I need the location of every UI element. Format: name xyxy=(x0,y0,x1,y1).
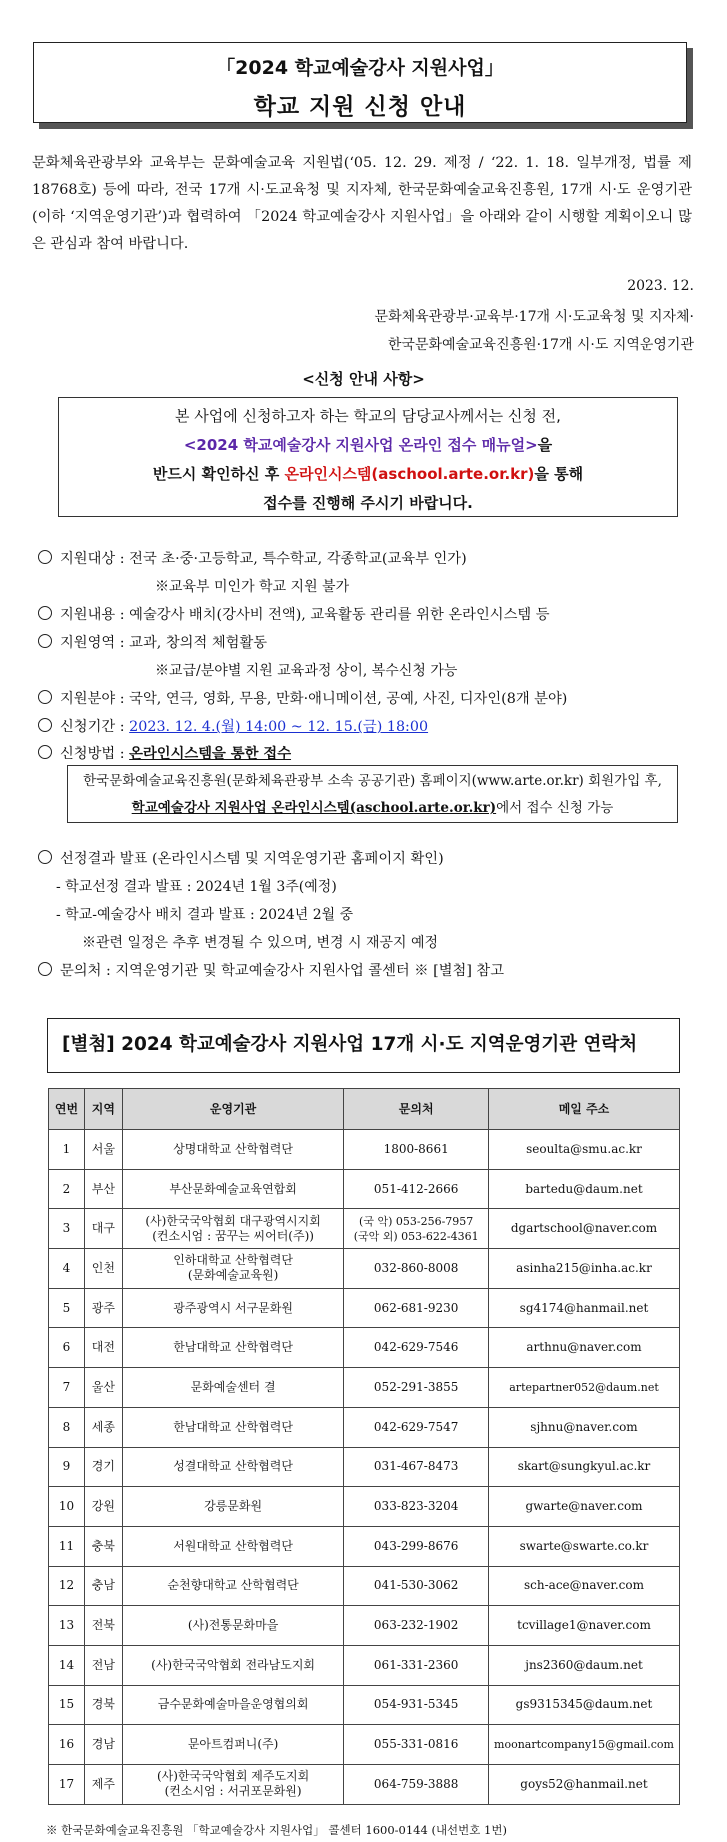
cell-email[interactable]: gs9315345@daum.net xyxy=(489,1685,680,1725)
col-header-phone: 문의처 xyxy=(344,1089,489,1130)
item-result xyxy=(38,848,444,868)
cell-phone: 031-467-8473 xyxy=(344,1447,489,1487)
circle-bullet-icon xyxy=(38,745,52,759)
cell-phone: 063-232-1902 xyxy=(344,1606,489,1646)
table-row xyxy=(49,1765,680,1805)
method-box-line1: 한국문화예술교육진흥원(문화체육관광부 소속 공공기관) 홈페이지(www.arte.or.kr) 회원가입 후, xyxy=(83,773,662,789)
method-system-link[interactable]: 학교예술강사 지원사업 온라인시스템(aschool.arte.or.kr) xyxy=(131,800,497,816)
cell-email[interactable]: gwarte@naver.com xyxy=(489,1487,680,1527)
table-row xyxy=(49,1566,680,1606)
notice-line3-pre: 반드시 확인하신 후 xyxy=(152,465,285,483)
table-row xyxy=(49,1447,680,1487)
cell-email[interactable]: sch-ace@naver.com xyxy=(489,1566,680,1606)
cell-region: 부산 xyxy=(84,1169,122,1209)
cell-region: 충북 xyxy=(84,1526,122,1566)
method-box-line2 xyxy=(68,795,677,822)
table-row xyxy=(49,1368,680,1408)
notice-line3 xyxy=(59,460,677,489)
document-title-line2: 학교 지원 신청 안내 xyxy=(253,94,467,120)
cell-no: 15 xyxy=(49,1685,85,1725)
table-header-row xyxy=(49,1089,680,1130)
cell-org: (사)한국국악협회 제주도지회 (컨소시엄 : 서귀포문화원) xyxy=(122,1765,343,1805)
cell-org: (사)한국국악협회 전라남도지회 xyxy=(122,1645,343,1685)
notice-line4: 접수를 진행해 주시기 바랍니다. xyxy=(263,494,473,512)
item-period-label: 신청기간 : xyxy=(60,719,130,735)
table-row xyxy=(49,1249,680,1289)
item-target xyxy=(38,548,467,568)
col-header-email: 메일 주소 xyxy=(489,1089,680,1130)
cell-no: 16 xyxy=(49,1725,85,1765)
cell-email[interactable]: dgartschool@naver.com xyxy=(489,1209,680,1249)
table-row xyxy=(49,1169,680,1209)
item-method-value: 온라인시스템을 통한 접수 xyxy=(129,746,292,762)
cell-no: 11 xyxy=(49,1526,85,1566)
cell-email[interactable]: bartedu@daum.net xyxy=(489,1169,680,1209)
issuer-line1: 문화체육관광부·교육부·17개 시·도교육청 및 지자체· xyxy=(374,309,694,325)
cell-no: 14 xyxy=(49,1645,85,1685)
cell-org: 부산문화예술교육연합회 xyxy=(122,1169,343,1209)
cell-phone: 062-681-9230 xyxy=(344,1288,489,1328)
cell-org: (사)한국국악협회 대구광역시지회 (컨소시엄 : 꿈꾸는 씨어터(주)) xyxy=(122,1209,343,1249)
cell-email[interactable]: moonartcompany15@gmail.com xyxy=(489,1725,680,1765)
circle-bullet-icon xyxy=(38,962,52,976)
table-row xyxy=(49,1526,680,1566)
table-row xyxy=(49,1288,680,1328)
cell-org: 한남대학교 산학협력단 xyxy=(122,1407,343,1447)
cell-phone: 054-931-5345 xyxy=(344,1685,489,1725)
item-method xyxy=(38,743,291,763)
cell-org: (사)전통문화마을 xyxy=(122,1606,343,1646)
table-row xyxy=(49,1209,680,1249)
cell-phone: 052-291-3855 xyxy=(344,1368,489,1408)
cell-phone: 061-331-2360 xyxy=(344,1645,489,1685)
cell-phone: 041-530-3062 xyxy=(344,1566,489,1606)
item-period xyxy=(38,716,428,736)
footnote: ※ 한국문화예술교육진흥원 「학교예술강사 지원사업」 콜센터 1600-0144 (내선번호 1번) xyxy=(46,1823,507,1837)
col-header-region: 지역 xyxy=(84,1089,122,1130)
table-row xyxy=(49,1606,680,1646)
cell-region: 울산 xyxy=(84,1368,122,1408)
cell-no: 4 xyxy=(49,1249,85,1289)
issuer-line2: 한국문화예술교육진흥원·17개 시·도 지역운영기관 xyxy=(387,337,694,353)
item-contact xyxy=(38,960,504,980)
table-row xyxy=(49,1328,680,1368)
cell-email[interactable]: jns2360@daum.net xyxy=(489,1645,680,1685)
method-box-line2-tail: 에서 접수 신청 가능 xyxy=(496,800,614,816)
cell-region: 경북 xyxy=(84,1685,122,1725)
notice-line2 xyxy=(59,431,677,460)
table-row xyxy=(49,1685,680,1725)
table-row xyxy=(49,1407,680,1447)
col-header-org: 운영기관 xyxy=(122,1089,343,1130)
item-area-text: 지원영역 : 교과, 창의적 체험활동 xyxy=(60,635,268,651)
cell-email[interactable]: arthnu@naver.com xyxy=(489,1328,680,1368)
cell-region: 광주 xyxy=(84,1288,122,1328)
item-target-note: ※교육부 미인가 학교 지원 불가 xyxy=(155,579,350,595)
circle-bullet-icon xyxy=(38,850,52,864)
cell-region: 서울 xyxy=(84,1130,122,1170)
cell-region: 경남 xyxy=(84,1725,122,1765)
cell-no: 3 xyxy=(49,1209,85,1249)
cell-email[interactable]: sg4174@hanmail.net xyxy=(489,1288,680,1328)
cell-phone: 055-331-0816 xyxy=(344,1725,489,1765)
cell-org: 강릉문화원 xyxy=(122,1487,343,1527)
item-field-text: 지원분야 : 국악, 연극, 영화, 무용, 만화·애니메이션, 공예, 사진, 디자인(8개 분야) xyxy=(60,691,568,707)
cell-email[interactable]: seoulta@smu.ac.kr xyxy=(489,1130,680,1170)
item-method-label: 신청방법 : xyxy=(60,746,130,762)
notice-line2-tail: 을 xyxy=(537,436,553,454)
contact-table xyxy=(48,1088,680,1805)
cell-no: 7 xyxy=(49,1368,85,1408)
circle-bullet-icon xyxy=(38,690,52,704)
cell-email[interactable]: asinha215@inha.ac.kr xyxy=(489,1249,680,1289)
cell-region: 대구 xyxy=(84,1209,122,1249)
cell-region: 전북 xyxy=(84,1606,122,1646)
circle-bullet-icon xyxy=(38,550,52,564)
item-result-note: ※관련 일정은 추후 변경될 수 있으며, 변경 시 재공지 예정 xyxy=(82,935,439,951)
circle-bullet-icon xyxy=(38,634,52,648)
cell-region: 인천 xyxy=(84,1249,122,1289)
cell-org: 한남대학교 산학협력단 xyxy=(122,1328,343,1368)
method-detail-box xyxy=(67,765,678,823)
cell-org: 서원대학교 산학협력단 xyxy=(122,1526,343,1566)
manual-link[interactable]: <2024 학교예술강사 지원사업 온라인 접수 매뉴얼> xyxy=(183,436,538,454)
item-period-value: 2023. 12. 4.(월) 14:00 ~ 12. 15.(금) 18:00 xyxy=(129,719,429,735)
cell-no: 13 xyxy=(49,1606,85,1646)
cell-phone: 1800-8661 xyxy=(344,1130,489,1170)
cell-email[interactable]: swarte@swarte.co.kr xyxy=(489,1526,680,1566)
cell-no: 9 xyxy=(49,1447,85,1487)
table-row xyxy=(49,1487,680,1527)
cell-phone: 042-629-7547 xyxy=(344,1407,489,1447)
cell-phone: 064-759-3888 xyxy=(344,1765,489,1805)
cell-org: 광주광역시 서구문화원 xyxy=(122,1288,343,1328)
item-field xyxy=(38,688,567,708)
cell-phone: 051-412-2666 xyxy=(344,1169,489,1209)
item-result-1: - 학교선정 결과 발표 : 2024년 1월 3주(예정) xyxy=(56,879,337,895)
appendix-title: [별첨] 2024 학교예술강사 지원사업 17개 시·도 지역운영기관 연락처 xyxy=(47,1018,680,1073)
cell-no: 10 xyxy=(49,1487,85,1527)
item-result-text: 선정결과 발표 (온라인시스템 및 지역운영기관 홈페이지 확인) xyxy=(60,851,444,867)
document-title-box xyxy=(33,42,687,123)
cell-email[interactable]: skart@sungkyul.ac.kr xyxy=(489,1447,680,1487)
cell-no: 8 xyxy=(49,1407,85,1447)
item-content-text: 지원내용 : 예술강사 배치(강사비 전액), 교육활동 관리를 위한 온라인시스템 등 xyxy=(60,607,550,623)
cell-email[interactable]: artepartner052@daum.net xyxy=(489,1368,680,1408)
notice-heading: <신청 안내 사항> xyxy=(302,370,425,388)
cell-no: 17 xyxy=(49,1765,85,1805)
cell-phone: (국 악) 053-256-7957 (국악 외) 053-622-4361 xyxy=(344,1209,489,1249)
item-result-2: - 학교-예술강사 배치 결과 발표 : 2024년 2월 중 xyxy=(56,907,354,923)
notice-line1: 본 사업에 신청하고자 하는 학교의 담당교사께서는 신청 전, xyxy=(175,407,561,425)
circle-bullet-icon xyxy=(38,718,52,732)
cell-email[interactable]: goys52@hanmail.net xyxy=(489,1765,680,1805)
col-header-no: 연번 xyxy=(49,1089,85,1130)
intro-paragraph: 문화체육관광부와 교육부는 문화예술교육 지원법(‘05. 12. 29. 제정 / ‘22. 1. 18. 일부개정, 법률 제18768호) 등에 따라, 전국 17개 시·도교육청 및 지자체, 한국문화예술교육진흥원, 17개 시·도 운영기관(이하 ‘지역운영기관’)과 협력하여 「2024 학교예술강사 지원사업」을 아래와 같이 시행할 계획이오니 많은 관심과 참여 바랍니다. xyxy=(32,155,692,252)
cell-phone: 032-860-8008 xyxy=(344,1249,489,1289)
document-title-line1: 「2024 학교예술강사 지원사업」 xyxy=(216,57,504,79)
cell-no: 1 xyxy=(49,1130,85,1170)
cell-no: 12 xyxy=(49,1566,85,1606)
cell-region: 강원 xyxy=(84,1487,122,1527)
cell-org: 순천향대학교 산학협력단 xyxy=(122,1566,343,1606)
cell-no: 6 xyxy=(49,1328,85,1368)
item-area xyxy=(38,632,267,652)
item-area-note: ※교급/분야별 지원 교육과정 상이, 복수신청 가능 xyxy=(155,663,458,679)
cell-region: 경기 xyxy=(84,1447,122,1487)
cell-org: 인하대학교 산학협력단 (문화예술교육원) xyxy=(122,1249,343,1289)
cell-region: 제주 xyxy=(84,1765,122,1805)
online-system-link[interactable]: 온라인시스템(aschool.arte.or.kr) xyxy=(284,465,535,483)
item-contact-text: 문의처 : 지역운영기관 및 학교예술강사 지원사업 콜센터 ※ [별첨] 참고 xyxy=(60,963,505,979)
item-content xyxy=(38,604,550,624)
cell-org: 금수문화예술마을운영협의회 xyxy=(122,1685,343,1725)
cell-org: 문화예술센터 결 xyxy=(122,1368,343,1408)
item-target-text: 지원대상 : 전국 초·중·고등학교, 특수학교, 각종학교(교육부 인가) xyxy=(60,551,467,567)
cell-phone: 043-299-8676 xyxy=(344,1526,489,1566)
notice-line3-tail: 을 통해 xyxy=(534,465,584,483)
cell-org: 성결대학교 산학협력단 xyxy=(122,1447,343,1487)
table-row xyxy=(49,1725,680,1765)
cell-no: 2 xyxy=(49,1169,85,1209)
cell-region: 충남 xyxy=(84,1566,122,1606)
cell-org: 상명대학교 산학협력단 xyxy=(122,1130,343,1170)
cell-phone: 042-629-7546 xyxy=(344,1328,489,1368)
cell-region: 대전 xyxy=(84,1328,122,1368)
cell-email[interactable]: sjhnu@naver.com xyxy=(489,1407,680,1447)
cell-region: 세종 xyxy=(84,1407,122,1447)
issue-date: 2023. 12. xyxy=(627,278,694,294)
circle-bullet-icon xyxy=(38,606,52,620)
cell-email[interactable]: tcvillage1@naver.com xyxy=(489,1606,680,1646)
table-row xyxy=(49,1645,680,1685)
notice-box xyxy=(58,397,678,517)
cell-no: 5 xyxy=(49,1288,85,1328)
cell-org: 문아트컴퍼니(주) xyxy=(122,1725,343,1765)
cell-phone: 033-823-3204 xyxy=(344,1487,489,1527)
table-row xyxy=(49,1130,680,1170)
cell-region: 전남 xyxy=(84,1645,122,1685)
